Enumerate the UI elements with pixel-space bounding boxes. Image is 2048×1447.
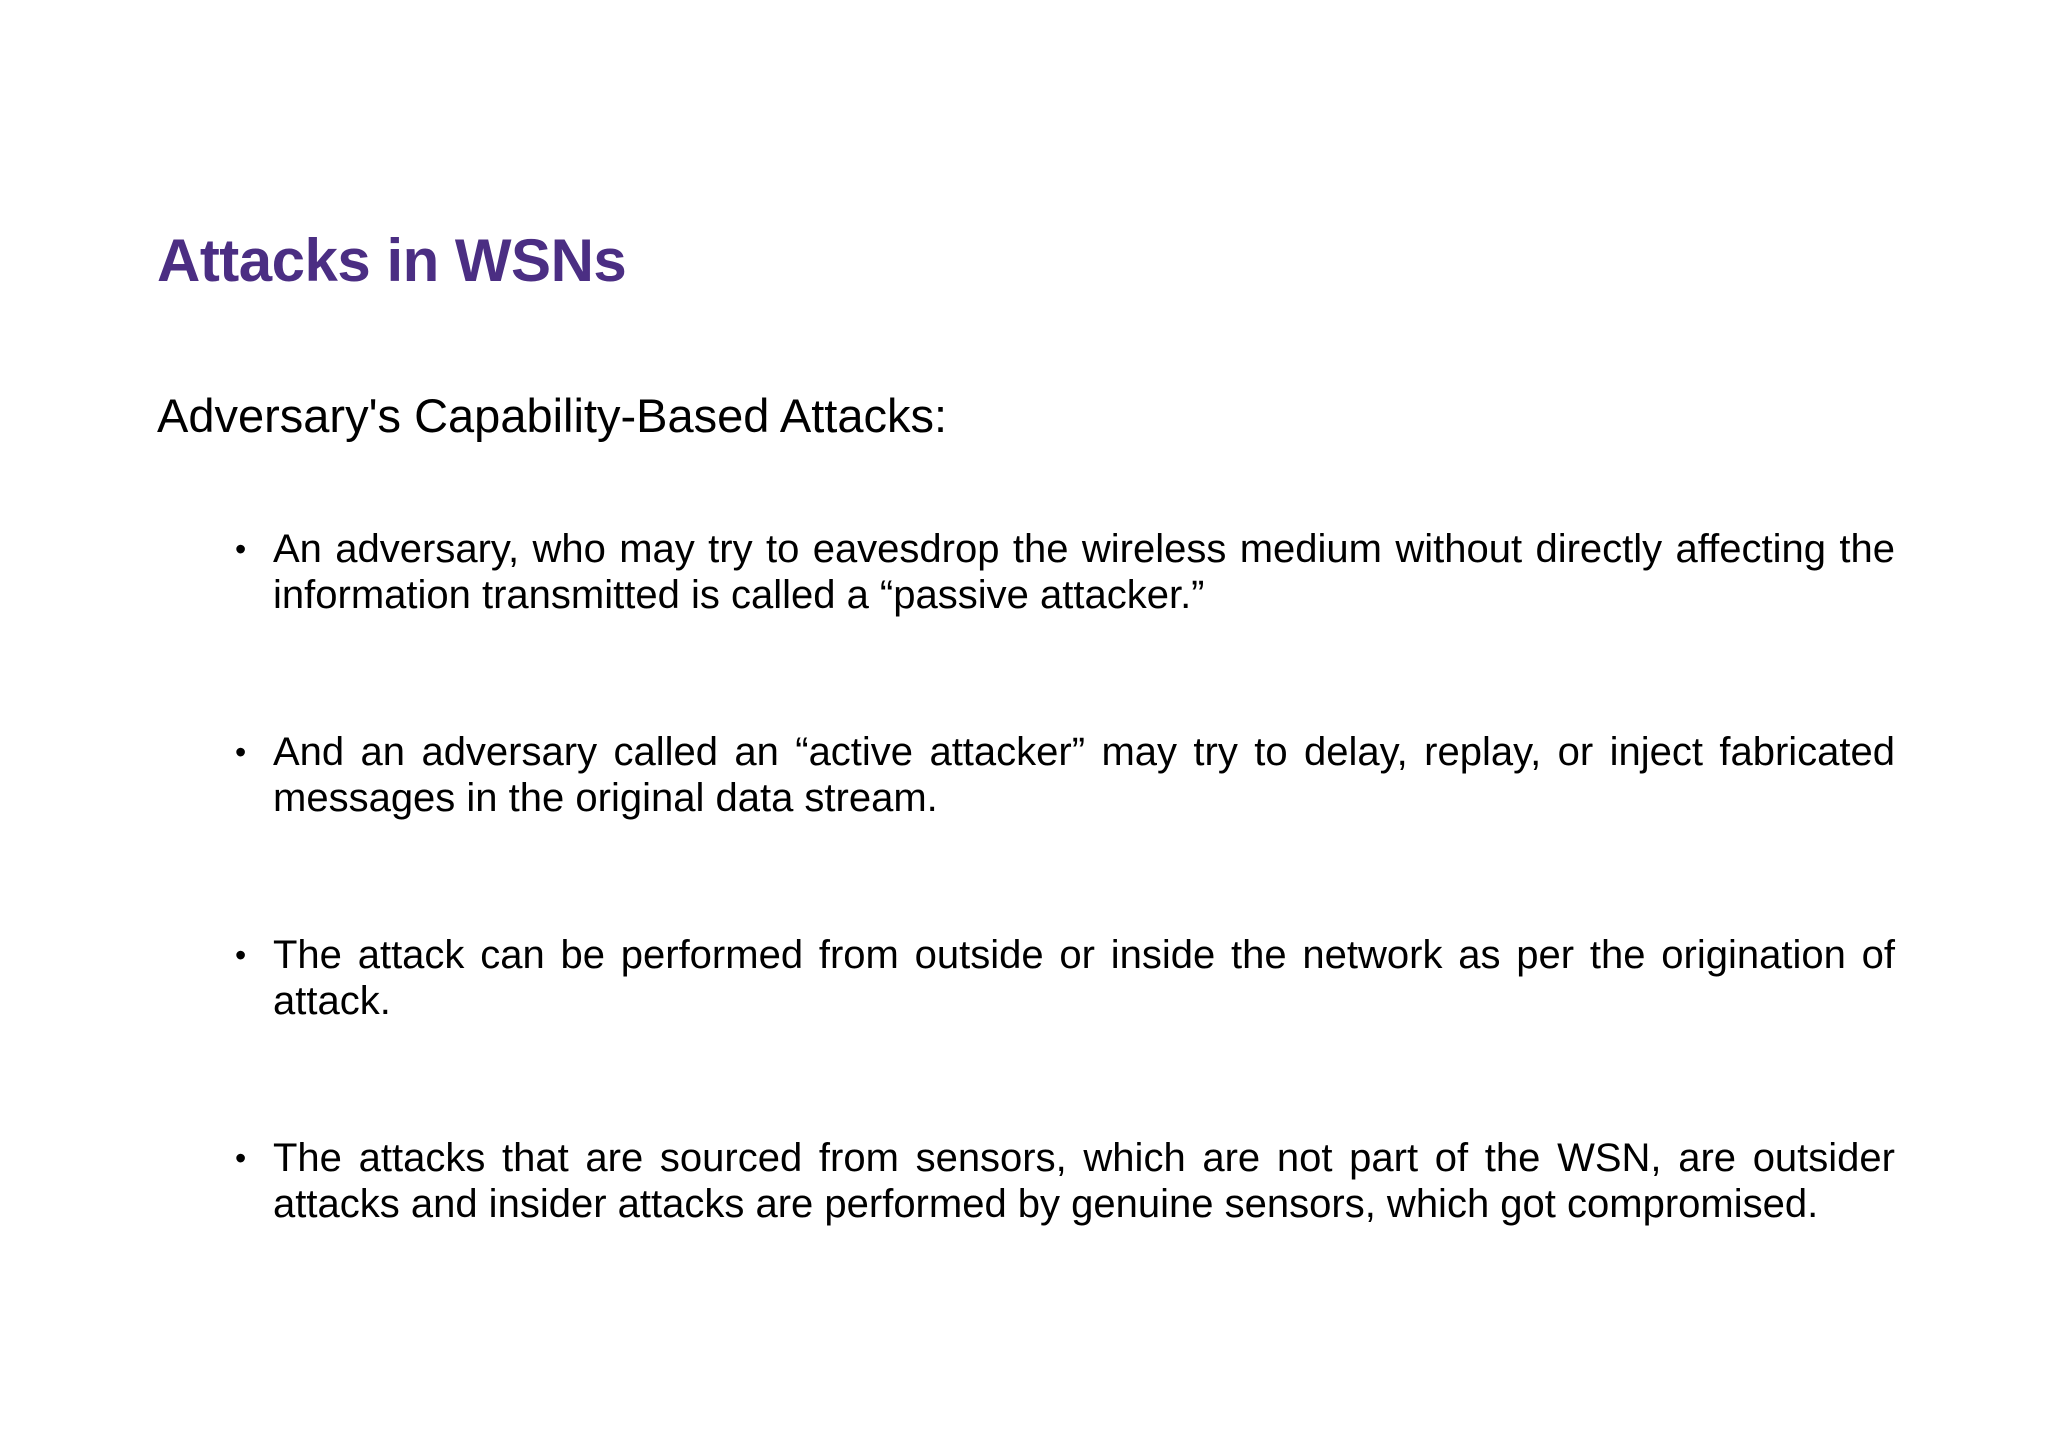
bullet-dot-icon: • <box>235 1140 247 1176</box>
slide-subtitle: Adversary's Capability-Based Attacks: <box>157 389 948 442</box>
bullet-text: The attack can be performed from outside or inside the network as per the origination of attack. <box>273 933 1895 1023</box>
bullet-text: An adversary, who may try to eavesdrop the wireless medium without directly affecting the information transmitted is called a “passive attacker.” <box>273 527 1895 617</box>
bullet-dot-icon: • <box>235 937 247 973</box>
bullet-item <box>235 932 1895 1024</box>
bullet-dot-icon: • <box>235 734 247 770</box>
bullet-list <box>235 526 1895 1227</box>
bullet-item <box>235 729 1895 821</box>
bullet-text: And an adversary called an “active attacker” may try to delay, replay, or inject fabricated messages in the original data stream. <box>273 730 1895 820</box>
bullet-dot-icon: • <box>235 531 247 567</box>
bullet-item <box>235 1135 1895 1227</box>
bullet-item <box>235 526 1895 618</box>
slide-title: Attacks in WSNs <box>157 227 627 294</box>
bullet-text: The attacks that are sourced from sensors, which are not part of the WSN, are outsider attacks and insider attacks are performed by genuine sensors, which got compromised. <box>273 1136 1895 1226</box>
